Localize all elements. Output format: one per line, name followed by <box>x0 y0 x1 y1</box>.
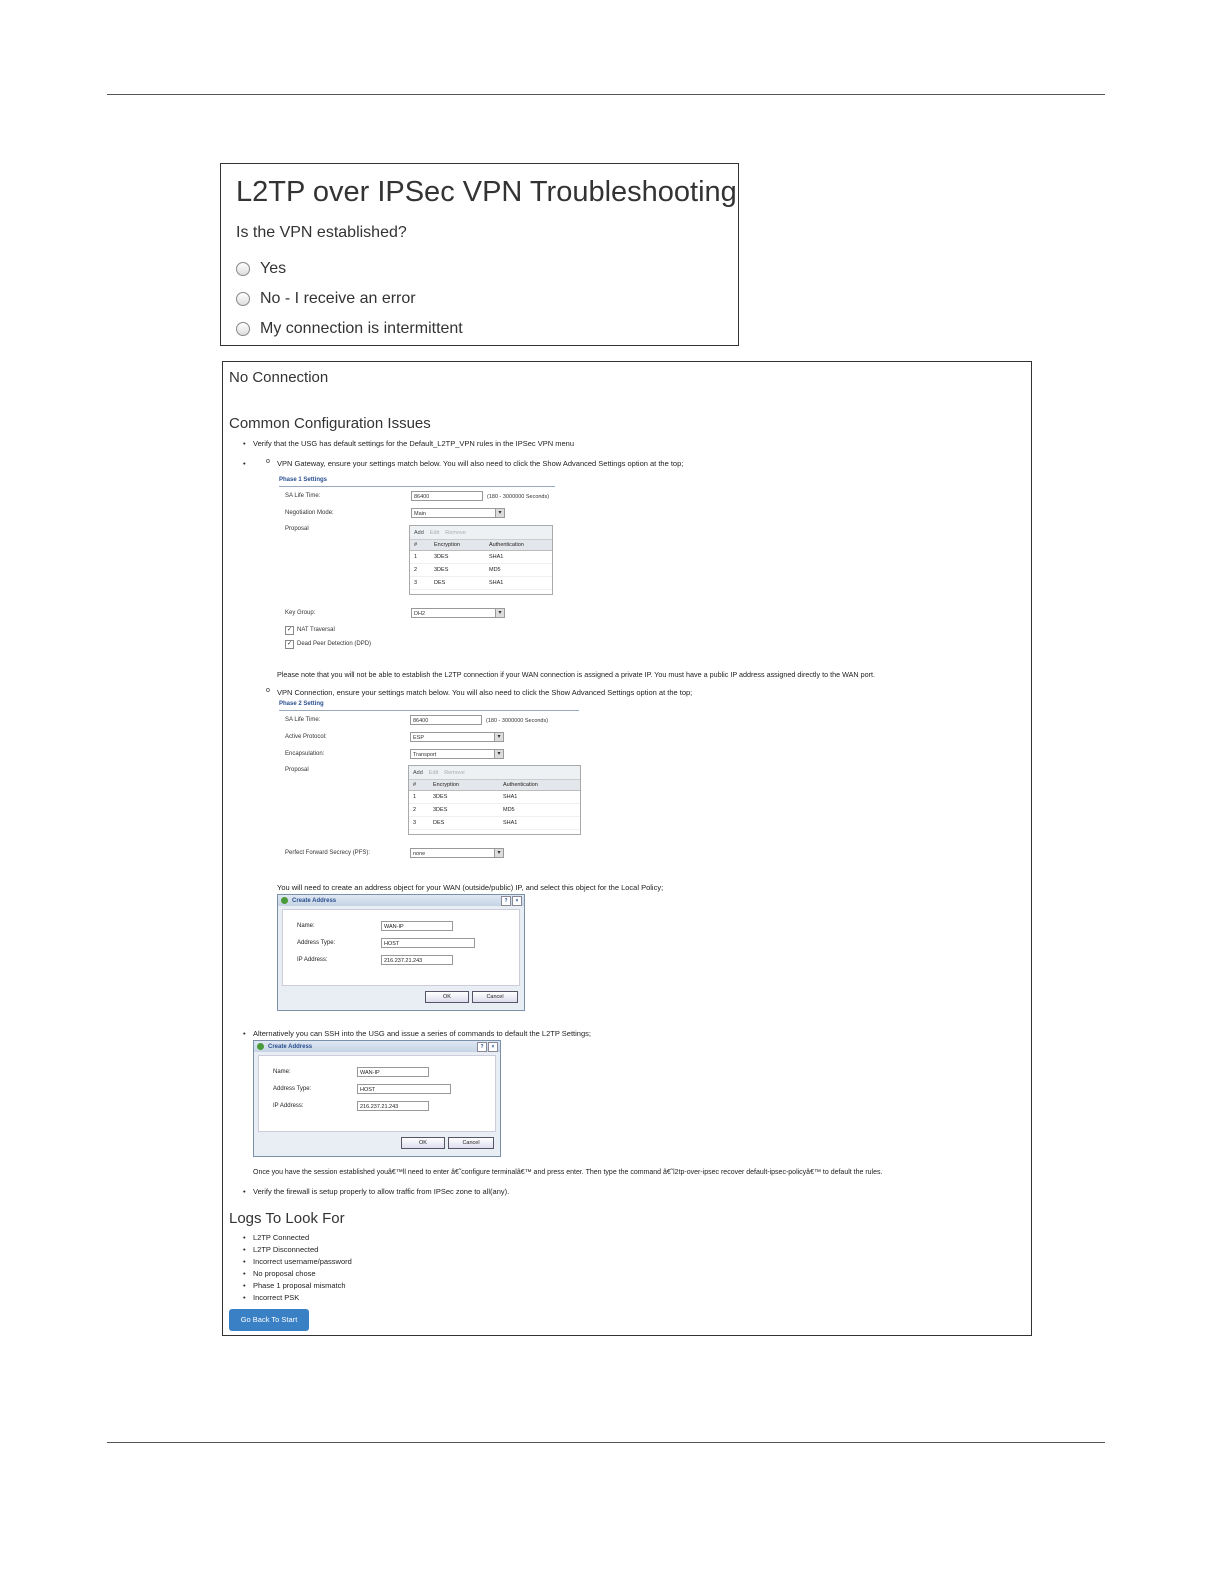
key-group-label: Key Group: <box>285 610 316 616</box>
phase1-proposal-table <box>409 525 553 595</box>
sa-range-label: (180 - 3000000 Seconds) <box>487 494 550 500</box>
top-rule <box>107 94 1105 95</box>
ip-address-label: IP Address: <box>297 957 328 963</box>
page-title: L2TP over IPSec VPN Troubleshooting <box>236 176 737 208</box>
bullet-firewall: • Verify the firewall is setup properly to allow traffic from IPSec zone to all(any). <box>253 1187 509 1196</box>
phase2-settings-screenshot <box>277 699 587 864</box>
help-icon[interactable]: ? <box>477 1042 487 1052</box>
note-wan-public-ip: Please note that you will not be able to establish the L2TP connection if your WAN connection is assigned a private IP. You must have a public IP address assigned directly to the WAN port. <box>277 670 875 679</box>
table-toolbar <box>409 766 580 780</box>
list-item: • Phase 1 proposal mismatch <box>253 1281 346 1290</box>
col-num: # <box>414 542 418 548</box>
close-icon[interactable]: × <box>512 896 522 906</box>
close-icon[interactable]: × <box>488 1042 498 1052</box>
name-label: Name: <box>297 923 315 929</box>
add-button[interactable]: Add <box>414 529 424 536</box>
note-address-object: You will need to create an address object for your WAN (outside/public) IP, and select this object for the Local Policy; <box>277 883 664 892</box>
proposal-label: Proposal <box>285 767 309 773</box>
bullet-default-settings: • Verify that the USG has default settings for the Default_L2TP_VPN rules in the IPSec VPN menu <box>253 439 574 448</box>
table-row[interactable]: 2 3DES MD5 <box>409 804 580 817</box>
dialog-body <box>258 1055 496 1132</box>
edit-button[interactable]: Edit <box>429 529 440 536</box>
bottom-rule <box>107 1442 1105 1443</box>
phase1-settings-screenshot <box>277 475 557 655</box>
sa-range-label: (180 - 3000000 Seconds) <box>486 718 549 724</box>
edit-button[interactable]: Edit <box>428 769 439 776</box>
negotiation-select[interactable]: Main ▾ <box>411 508 505 518</box>
logs-heading: Logs To Look For <box>229 1210 345 1227</box>
option-no-error[interactable] <box>236 290 416 308</box>
address-type-label: Address Type: <box>297 940 336 946</box>
col-num: # <box>413 782 417 788</box>
no-connection-panel <box>222 361 1032 1336</box>
radio-button[interactable] <box>236 292 250 306</box>
encapsulation-select[interactable]: Transport ▾ <box>410 749 504 759</box>
negotiation-label: Negotiation Mode: <box>285 510 334 516</box>
dialog-title: Create Address <box>292 897 337 904</box>
option-intermittent[interactable] <box>236 320 463 338</box>
remove-button[interactable]: Remove <box>444 769 465 776</box>
sa-life-label: SA Life Time: <box>285 493 321 499</box>
dpd-checkbox[interactable]: ✓ <box>286 641 293 647</box>
table-row[interactable]: 1 3DES SHA1 <box>410 551 552 564</box>
ok-button[interactable]: OK <box>401 1137 445 1149</box>
sa-life-label: SA Life Time: <box>285 717 321 723</box>
col-encryption[interactable]: Encryption <box>433 782 459 788</box>
dialog-title: Create Address <box>268 1043 313 1050</box>
option-label: No - I receive an error <box>260 290 416 307</box>
list-item: • Incorrect username/password <box>253 1257 352 1266</box>
remove-button[interactable]: Remove <box>445 529 466 536</box>
common-issues-heading: Common Configuration Issues <box>229 415 431 432</box>
name-label: Name: <box>273 1069 291 1075</box>
list-item: • L2TP Disconnected <box>253 1245 318 1254</box>
nat-traversal-checkbox[interactable]: ✓ <box>286 627 293 633</box>
dialog-body <box>282 909 520 986</box>
option-yes[interactable] <box>236 260 286 278</box>
table-row[interactable]: 3 DES SHA1 <box>410 577 552 590</box>
proposal-label: Proposal <box>285 526 309 532</box>
add-icon <box>281 897 288 904</box>
help-icon[interactable]: ? <box>501 896 511 906</box>
question-text: Is the VPN established? <box>236 224 407 241</box>
go-back-to-start-button[interactable]: Go Back To Start <box>229 1309 309 1331</box>
active-protocol-select[interactable]: ESP ▾ <box>410 732 504 742</box>
address-type-select[interactable]: HOST <box>357 1084 451 1094</box>
name-input[interactable]: WAN-IP <box>357 1067 429 1077</box>
create-address-dialog <box>253 1040 501 1157</box>
pfs-select[interactable]: none ▾ <box>410 848 504 858</box>
session-note: Once you have the session established youâ€™ll need to enter â€˜configure terminalâ€™ and press enter. Then type the command â€˜l2tp-over-ipsec recover default-ipsec-policyâ€™ to default the rules. <box>253 1169 883 1176</box>
sa-life-input[interactable]: 86400 <box>410 715 482 725</box>
table-row[interactable]: 3 DES SHA1 <box>409 817 580 830</box>
add-button[interactable]: Add <box>413 769 423 776</box>
option-label: Yes <box>260 260 287 277</box>
option-label: My connection is intermittent <box>260 320 463 337</box>
header-divider <box>279 710 579 711</box>
header-divider <box>279 486 555 487</box>
sub-vpn-gateway: o VPN Gateway, ensure your settings match below. You will also need to click the Show Advanced Settings option at the top; <box>277 459 683 468</box>
active-protocol-label: Active Protocol: <box>285 734 327 740</box>
bullet-ssh-alternative: • Alternatively you can SSH into the USG and issue a series of commands to default the L2TP Settings; <box>253 1029 591 1038</box>
nat-traversal-label: NAT Traversal <box>297 627 335 633</box>
dialog-titlebar <box>278 895 524 906</box>
table-header <box>409 780 580 791</box>
table-row[interactable]: 2 3DES MD5 <box>410 564 552 577</box>
radio-button[interactable] <box>236 322 250 336</box>
address-type-select[interactable]: HOST <box>381 938 475 948</box>
sa-life-input[interactable]: 86400 <box>411 491 483 501</box>
phase2-header: Phase 2 Setting <box>279 701 324 707</box>
table-toolbar <box>410 526 552 540</box>
section-title: No Connection <box>229 369 329 386</box>
ip-address-input[interactable]: 216.237.21.243 <box>357 1101 429 1111</box>
list-item: • L2TP Connected <box>253 1233 309 1242</box>
col-encryption[interactable]: Encryption <box>434 542 460 548</box>
ip-address-label: IP Address: <box>273 1103 304 1109</box>
ip-address-input[interactable]: 216.237.21.243 <box>381 955 453 965</box>
list-item: • No proposal chose <box>253 1269 316 1278</box>
dpd-label: Dead Peer Detection (DPD) <box>297 641 372 647</box>
name-input[interactable]: WAN-IP <box>381 921 453 931</box>
encapsulation-label: Encapsulation: <box>285 751 325 757</box>
radio-button[interactable] <box>236 262 250 276</box>
pfs-label: Perfect Forward Secrecy (PFS): <box>285 850 371 856</box>
table-header <box>410 540 552 551</box>
key-group-select[interactable]: DH2 ▾ <box>411 608 505 618</box>
sub-vpn-connection: o VPN Connection, ensure your settings match below. You will also need to click the Show Advanced Settings option at the top; <box>277 688 692 697</box>
add-icon <box>257 1043 264 1050</box>
troubleshooting-question-panel <box>220 163 739 346</box>
address-type-label: Address Type: <box>273 1086 312 1092</box>
ok-button[interactable]: OK <box>425 991 469 1003</box>
table-row[interactable]: 1 3DES SHA1 <box>409 791 580 804</box>
list-item: • Incorrect PSK <box>253 1293 299 1302</box>
create-address-dialog <box>277 894 525 1011</box>
phase2-proposal-table <box>408 765 581 835</box>
dialog-titlebar <box>254 1041 500 1052</box>
col-authentication[interactable]: Authentication <box>503 782 538 788</box>
cancel-button[interactable]: Cancel <box>472 991 518 1003</box>
cancel-button[interactable]: Cancel <box>448 1137 494 1149</box>
phase1-header: Phase 1 Settings <box>279 477 328 483</box>
col-authentication[interactable]: Authentication <box>489 542 524 548</box>
